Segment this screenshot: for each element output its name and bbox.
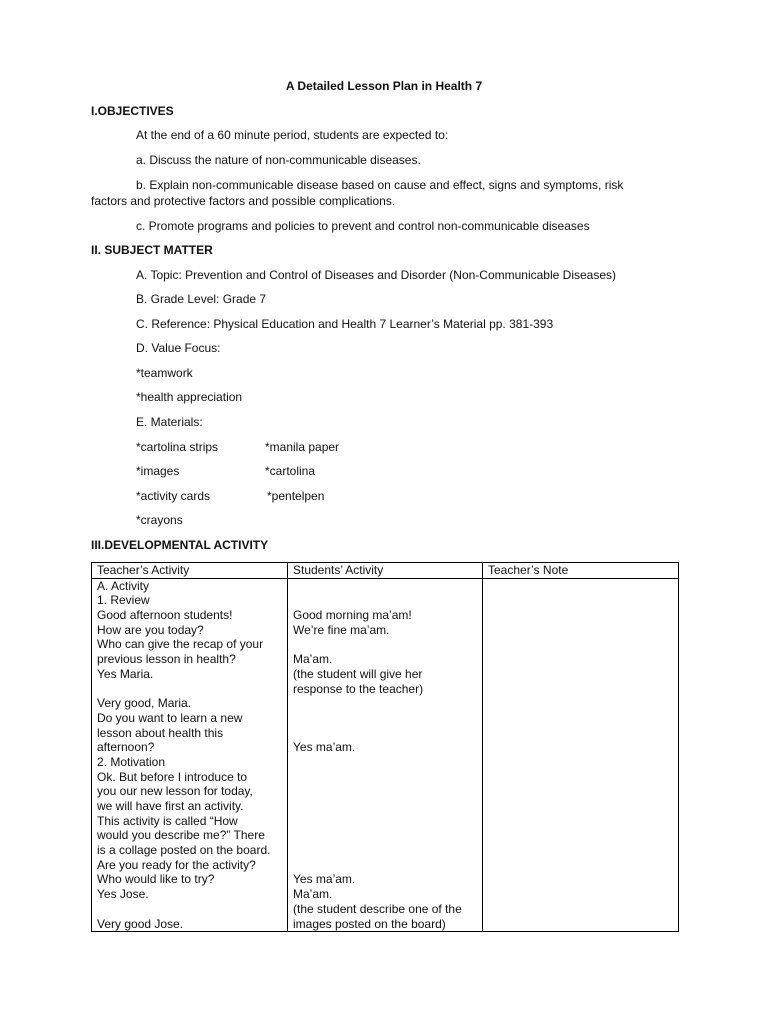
table-row	[92, 578, 679, 932]
column-header-students-activity: Students’ Activity	[288, 563, 483, 579]
students-activity-line: (the student describe one of the	[293, 901, 462, 916]
students-activity-line	[293, 858, 482, 873]
teacher-activity-line: Do you want to learn a new	[97, 710, 243, 725]
teacher-activity-line: This activity is called “How	[97, 813, 238, 828]
objective-b-line2: factors and protective factors and possible complications.	[91, 194, 396, 208]
students-activity-line	[293, 726, 482, 741]
materials-label: E. Materials:	[136, 415, 203, 429]
students-activity-line	[293, 696, 482, 711]
students-activity-cell	[288, 578, 483, 932]
teacher-activity-line	[97, 682, 287, 697]
students-activity-line: Ma’am.	[293, 887, 333, 902]
teacher-activity-line: afternoon?	[97, 740, 155, 755]
teacher-activity-line: Ok. But before I introduce to	[97, 769, 248, 784]
teacher-activity-line: previous lesson in health?	[97, 652, 236, 667]
teacher-activity-line: How are you today?	[97, 622, 204, 637]
students-activity-line	[293, 593, 482, 608]
teacher-activity-line: lesson about health this	[97, 725, 224, 740]
students-activity-line	[293, 579, 482, 594]
material-item: *manila paper	[265, 440, 340, 454]
value-item: *teamwork	[136, 366, 193, 380]
students-activity-line	[293, 828, 482, 843]
teacher-activity-line: A. Activity	[97, 578, 150, 593]
teacher-activity-line: 1. Review	[97, 593, 150, 608]
teacher-activity-line: would you describe me?” There	[97, 828, 265, 843]
activity-table	[91, 562, 679, 932]
students-activity-line	[293, 755, 482, 770]
topic-line: A. Topic: Prevention and Control of Diseases and Disorder (Non-Communicable Diseases)	[136, 268, 616, 282]
objectives-heading: I.OBJECTIVES	[91, 104, 174, 118]
objectives-intro: At the end of a 60 minute period, students are expected to:	[136, 128, 449, 142]
grade-level-line: B. Grade Level: Grade 7	[136, 292, 267, 306]
teacher-activity-line: Very good Jose.	[97, 916, 184, 931]
page-title: A Detailed Lesson Plan in Health 7	[285, 79, 483, 93]
teacher-activity-line: you our new lesson for today,	[97, 784, 253, 799]
value-item: *health appreciation	[136, 390, 243, 404]
teacher-activity-line: is a collage posted on the board.	[97, 843, 271, 858]
value-focus-label: D. Value Focus:	[136, 341, 221, 355]
students-activity-line: Ma’am.	[293, 652, 333, 667]
objective-b-line1: b. Explain non-communicable disease based on cause and effect, signs and symptoms, risk	[136, 178, 624, 192]
teacher-activity-line: Very good, Maria.	[97, 696, 192, 711]
students-activity-line	[293, 814, 482, 829]
students-activity-line	[293, 770, 482, 785]
teacher-activity-cell	[92, 578, 288, 932]
students-activity-line: We’re fine ma’am.	[293, 622, 390, 637]
teacher-activity-line: 2. Motivation	[97, 754, 166, 769]
material-item: *activity cards	[136, 489, 211, 503]
teacher-activity-line: Are you ready for the activity?	[97, 857, 256, 872]
teacher-activity-line: Who can give the recap of your	[97, 637, 264, 652]
teachers-note-cell	[483, 578, 679, 932]
table-header-row	[92, 563, 679, 579]
column-header-teacher-activity: Teacher’s Activity	[92, 563, 288, 579]
students-activity-line	[293, 843, 482, 858]
students-activity-line	[293, 711, 482, 726]
teacher-activity-line: Who would like to try?	[97, 872, 215, 887]
developmental-activity-heading: III.DEVELOPMENTAL ACTIVITY	[91, 538, 269, 552]
students-activity-line: response to the teacher)	[293, 681, 424, 696]
material-item: *pentelpen	[267, 489, 325, 503]
material-item: *cartolina strips	[136, 440, 219, 454]
teacher-activity-line: Good afternoon students!	[97, 608, 233, 623]
students-activity-line: Good morning ma’am!	[293, 608, 412, 623]
objective-a: a. Discuss the nature of non-communicable diseases.	[136, 153, 421, 167]
material-item: *crayons	[136, 513, 183, 527]
students-activity-line	[293, 784, 482, 799]
column-header-teachers-note: Teacher’s Note	[483, 563, 679, 579]
material-item: *cartolina	[265, 464, 316, 478]
objective-c: c. Promote programs and policies to prevent and control non-communicable diseases	[136, 219, 590, 233]
students-activity-line	[293, 637, 482, 652]
students-activity-line: Yes ma’am.	[293, 740, 356, 755]
material-item: *images	[136, 464, 180, 478]
teacher-activity-line: we will have first an activity.	[97, 799, 244, 814]
subject-matter-heading: II. SUBJECT MATTER	[91, 243, 213, 257]
students-activity-line: (the student will give her	[293, 666, 423, 681]
teacher-activity-line: Yes Maria.	[97, 666, 154, 681]
students-activity-line: images posted on the board)	[293, 916, 446, 931]
students-activity-line	[293, 799, 482, 814]
teacher-activity-line: Yes Jose.	[97, 887, 149, 902]
teacher-activity-line	[97, 902, 287, 917]
students-activity-line: Yes ma’am.	[293, 872, 356, 887]
reference-line: C. Reference: Physical Education and Health 7 Learner’s Material pp. 381-393	[136, 317, 554, 331]
